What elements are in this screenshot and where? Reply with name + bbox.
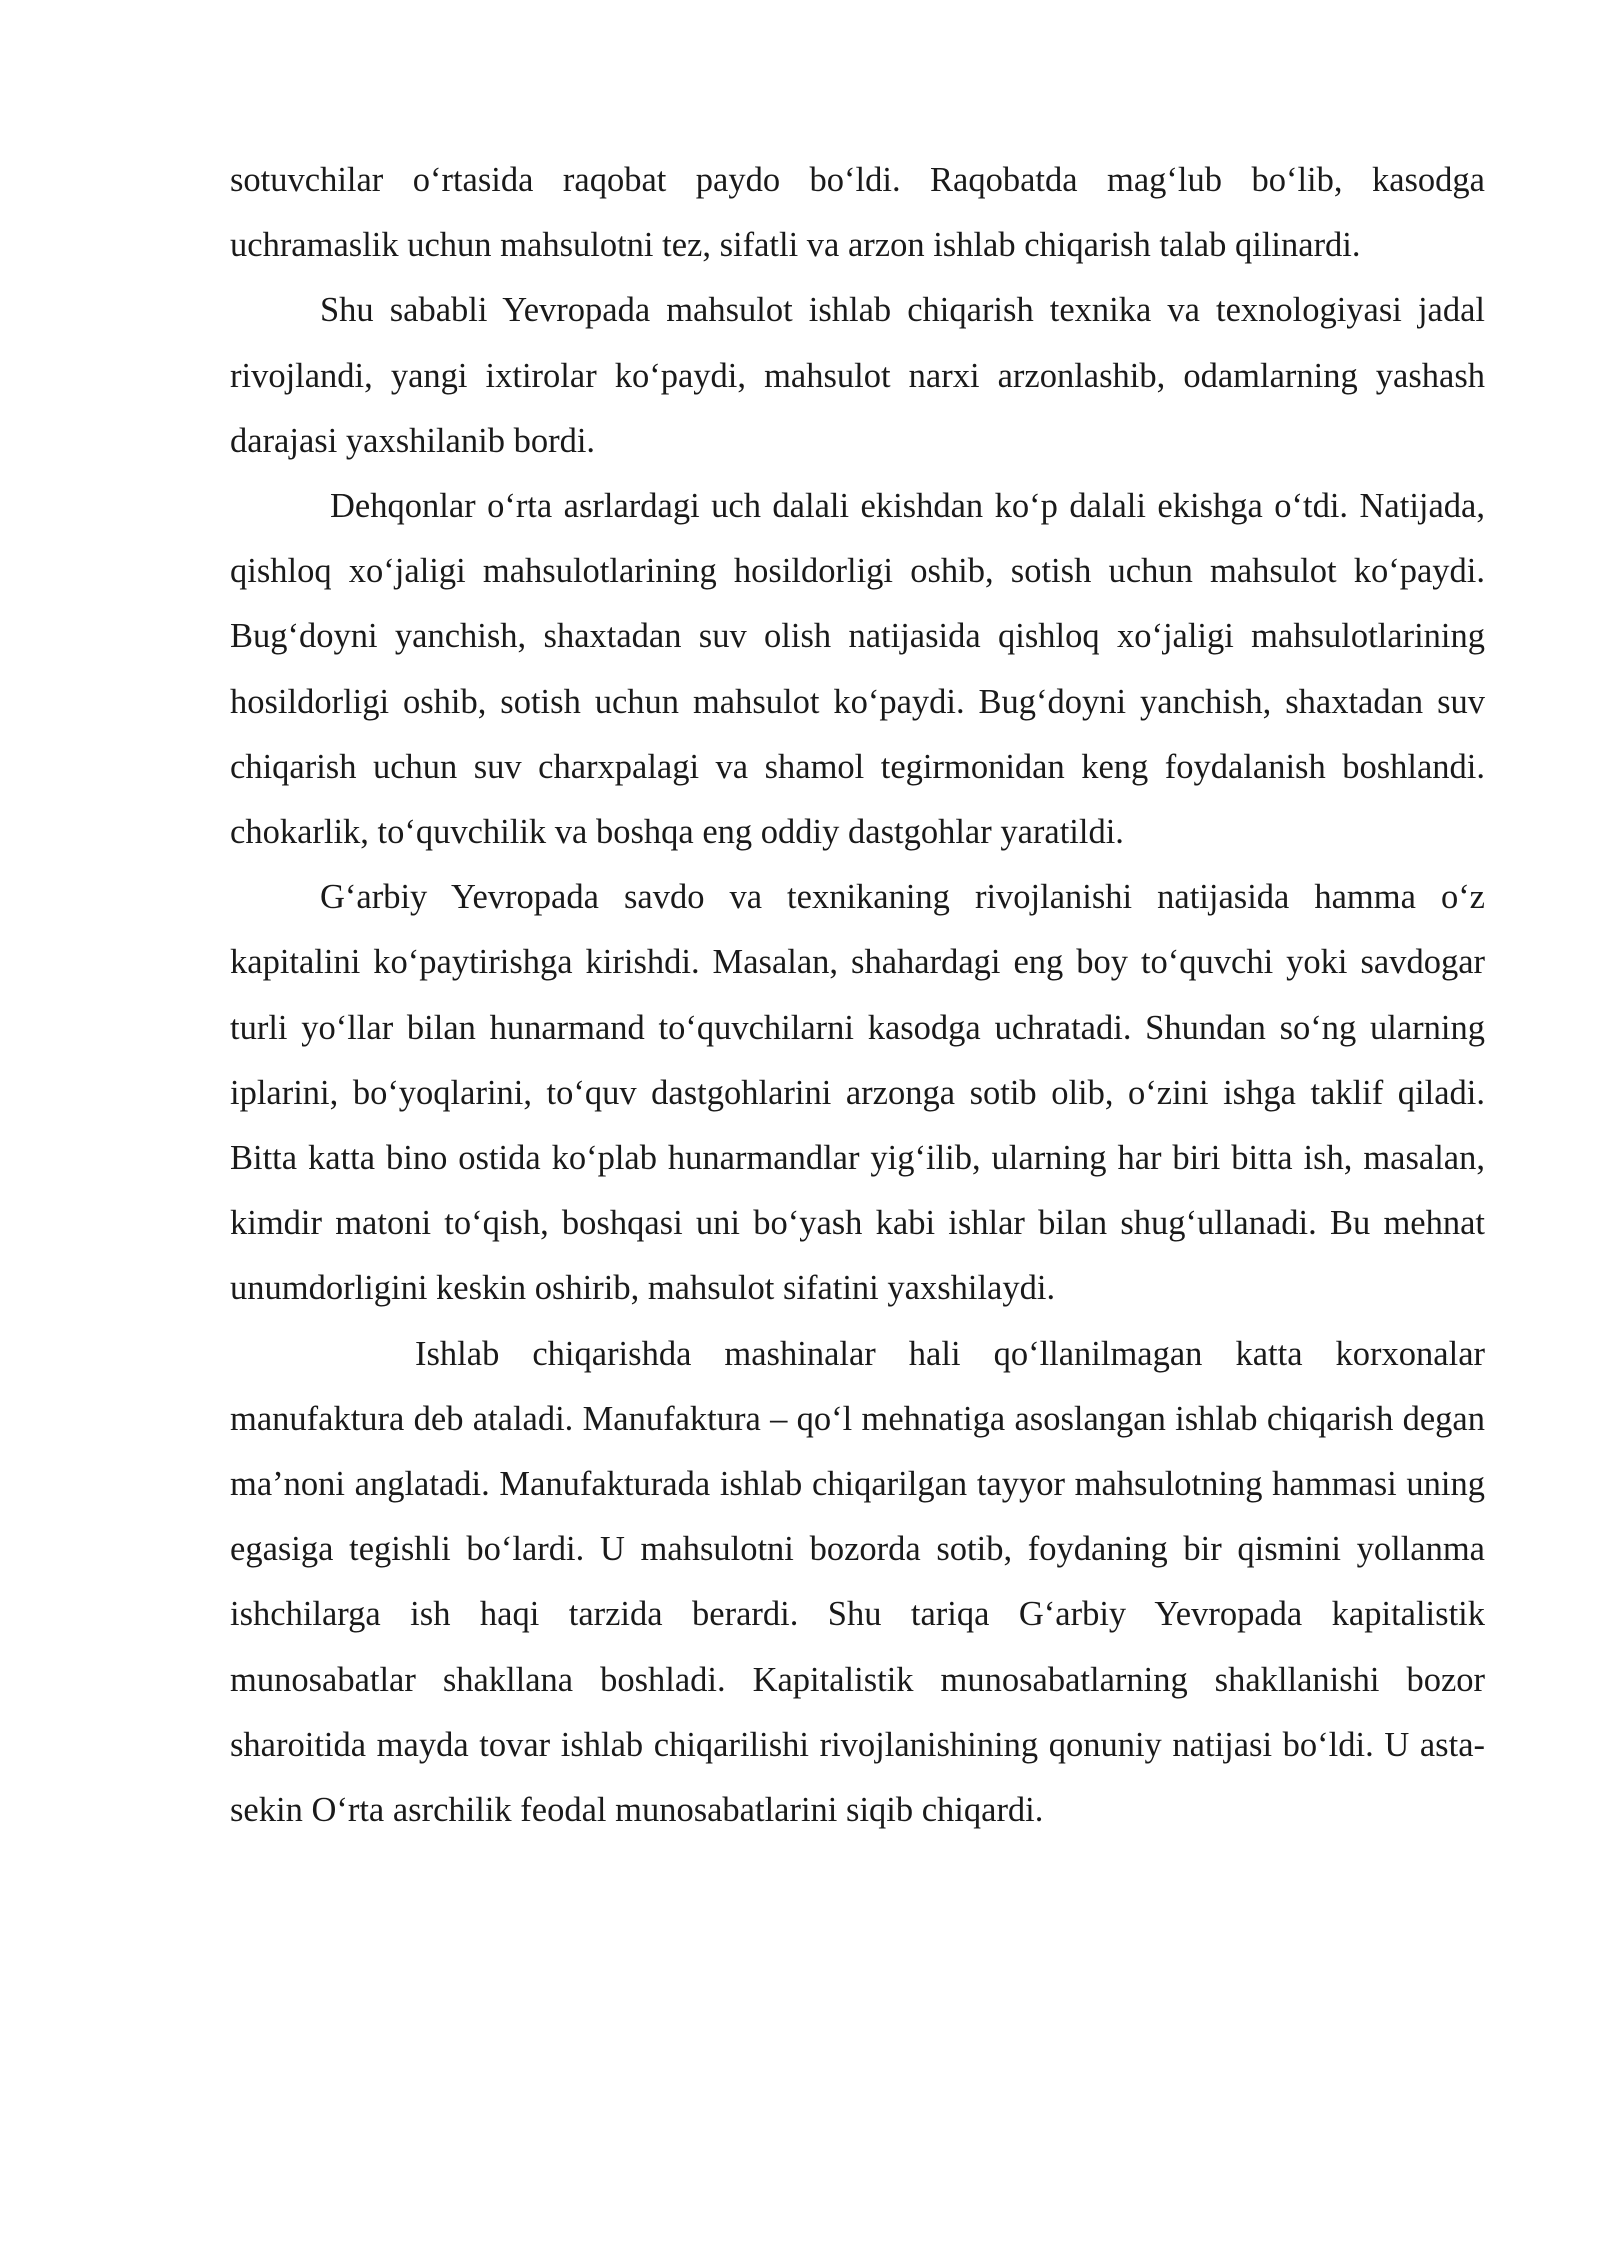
paragraph-manufaktura: Ishlab chiqarishda mashinalar hali qo‘llanilmagan katta korxonalar manufaktura deb ataladi. Manufaktura – qo‘l mehnatiga asoslangan ishlab chiqarish degan ma’noni anglatadi. Manufakturada ishlab chiqarilgan tayyor mahsulotning hammasi uning egasiga tegishli bo‘lardi. U mahsulotni bozorda sotib, foydaning bir qismini yollanma ishchilarga ish haqi tarzida berardi. Shu tariqa G‘arbiy Yevropada kapitalistik munosabatlar shakllana boshladi. Kapitalistik munosabatlarning shakllanishi bozor sharoitida mayda tovar ishlab chiqarilishi rivojlanishining qonuniy natijasi bo‘ldi. U asta-sekin O‘rta asrchilik feodal munosabatlarini siqib chiqardi. [230,1334,1485,1830]
document-page [230,148,1485,1843]
paragraph-dehqonlar: Dehqonlar o‘rta asrlardagi uch dalali ekishdan ko‘p dalali ekishga o‘tdi. Natijada, qishloq xo‘jaligi mahsulotlarining hosildorligi oshib, sotish uchun mahsulot ko‘paydi. Bug‘doyni yanchish, shaxtadan suv olish natijasida qishloq xo‘jaligi mahsulotlarining hosildorligi oshib, sotish uchun mahsulot ko‘paydi. Bug‘doyni yanchish, shaxtadan suv chiqarish uchun suv charxpalagi va shamol tegirmonidan keng foydalanish boshlandi. chokarlik, to‘quvchilik va boshqa eng oddiy dastgohlar yaratildi. [230,487,1485,852]
paragraph-texnika: Shu sababli Yevropada mahsulot ishlab chiqarish texnika va texnologiyasi jadal rivojlandi, yangi ixtirolar ko‘paydi, mahsulot narxi arzonlashib, odamlarning yashash darajasi yaxshilanib bordi. [230,291,1485,460]
paragraph-garbiy-yevropa: G‘arbiy Yevropada savdo va texnikaning rivojlanishi natijasida hamma o‘z kapitalini ko‘paytirishga kirishdi. Masalan, shahardagi eng boy to‘quvchi yoki savdogar turli yo‘llar bilan hunarmand to‘quvchilarni kasodga uchratadi. Shundan so‘ng ularning iplarini, bo‘yoqlarini, to‘quv dastgohlarini arzonga sotib olib, o‘zini ishga taklif qiladi. Bitta katta bino ostida ko‘plab hunarmandlar yig‘ilib, ularning har biri bitta ish, masalan, kimdir matoni to‘qish, boshqasi uni bo‘yash kabi ishlar bilan shug‘ullanadi. Bu mehnat unumdorligini keskin oshirib, mahsulot sifatini yaxshilaydi. [230,878,1485,1308]
paragraph-raqobat: sotuvchilar o‘rtasida raqobat paydo bo‘ldi. Raqobatda mag‘lub bo‘lib, kasodga uchramaslik uchun mahsulotni tez, sifatli va arzon ishlab chiqarish talab qilinardi. [230,161,1485,265]
